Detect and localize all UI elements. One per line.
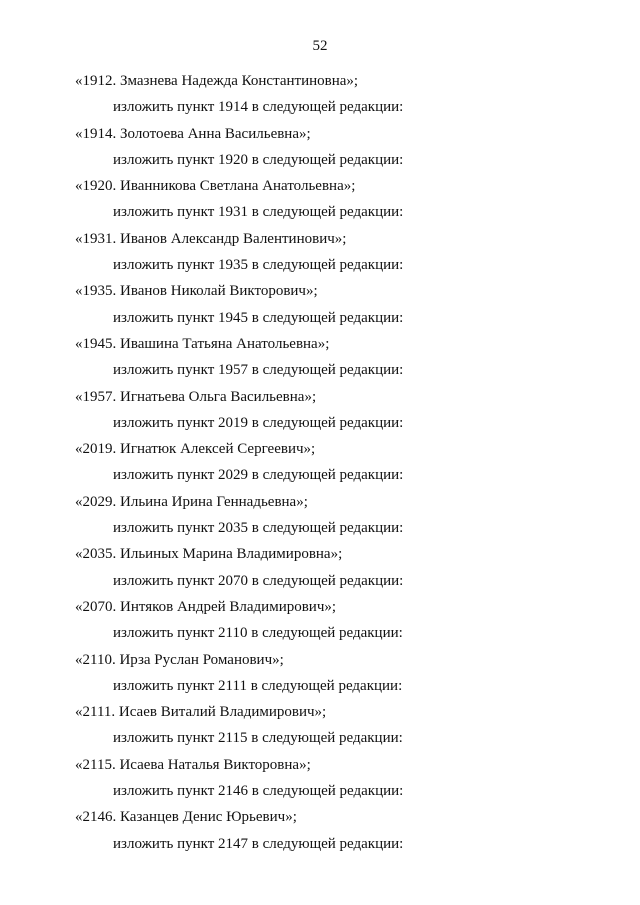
list-entry: «1912. Змазнева Надежда Константиновна»; <box>75 73 359 89</box>
list-entry: «2146. Казанцев Денис Юрьевич»; <box>75 809 297 826</box>
list-entry: «1957. Игнатьева Ольга Васильевна»; <box>75 388 317 405</box>
list-entry: «2035. Ильиных Марина Владимировна»; <box>75 546 343 563</box>
amendment-instruction: изложить пункт 2115 в следующей редакции: <box>113 730 403 747</box>
document-body <box>0 68 640 857</box>
amendment-instruction: изложить пункт 1957 в следующей редакции: <box>113 362 404 379</box>
amendment-instruction: изложить пункт 1920 в следующей редакции: <box>113 151 404 168</box>
amendment-instruction: изложить пункт 2111 в следующей редакции: <box>113 677 403 694</box>
amendment-instruction: изложить пункт 2110 в следующей редакции: <box>113 625 403 642</box>
list-entry: «2111. Исаев Виталий Владимирович»; <box>75 704 327 721</box>
amendment-instruction: изложить пункт 1914 в следующей редакции: <box>113 99 404 116</box>
amendment-instruction: изложить пункт 2035 в следующей редакции: <box>113 520 404 537</box>
list-entry: «1935. Иванов Николай Викторович»; <box>75 283 318 300</box>
list-entry: «1945. Ивашина Татьяна Анатольевна»; <box>75 335 330 352</box>
list-entry: «2115. Исаева Наталья Викторовна»; <box>75 756 311 773</box>
list-entry: «2029. Ильина Ирина Геннадьевна»; <box>75 493 308 510</box>
amendment-instruction: изложить пункт 1945 в следующей редакции: <box>113 309 404 326</box>
amendment-instruction: изложить пункт 2070 в следующей редакции: <box>113 572 404 589</box>
amendment-instruction: изложить пункт 2029 в следующей редакции: <box>113 467 404 484</box>
amendment-instruction: изложить пункт 1931 в следующей редакции: <box>113 204 404 221</box>
amendment-instruction: изложить пункт 1935 в следующей редакции: <box>113 257 404 274</box>
page-number: 52 <box>312 38 328 54</box>
amendment-instruction: изложить пункт 2019 в следующей редакции: <box>113 414 404 431</box>
list-entry: «2110. Ирза Руслан Романович»; <box>75 651 284 668</box>
list-entry: «1914. Золотоева Анна Васильевна»; <box>75 125 311 142</box>
list-entry: «2070. Интяков Андрей Владимирович»; <box>75 598 337 615</box>
list-entry: «1931. Иванов Александр Валентинович»; <box>75 230 347 247</box>
list-entry: «1920. Иванникова Светлана Анатольевна»; <box>75 178 356 195</box>
amendment-instruction: изложить пункт 2146 в следующей редакции: <box>113 783 404 800</box>
amendment-instruction: изложить пункт 2147 в следующей редакции: <box>113 835 404 852</box>
list-entry: «2019. Игнатюк Алексей Сергеевич»; <box>75 441 316 458</box>
